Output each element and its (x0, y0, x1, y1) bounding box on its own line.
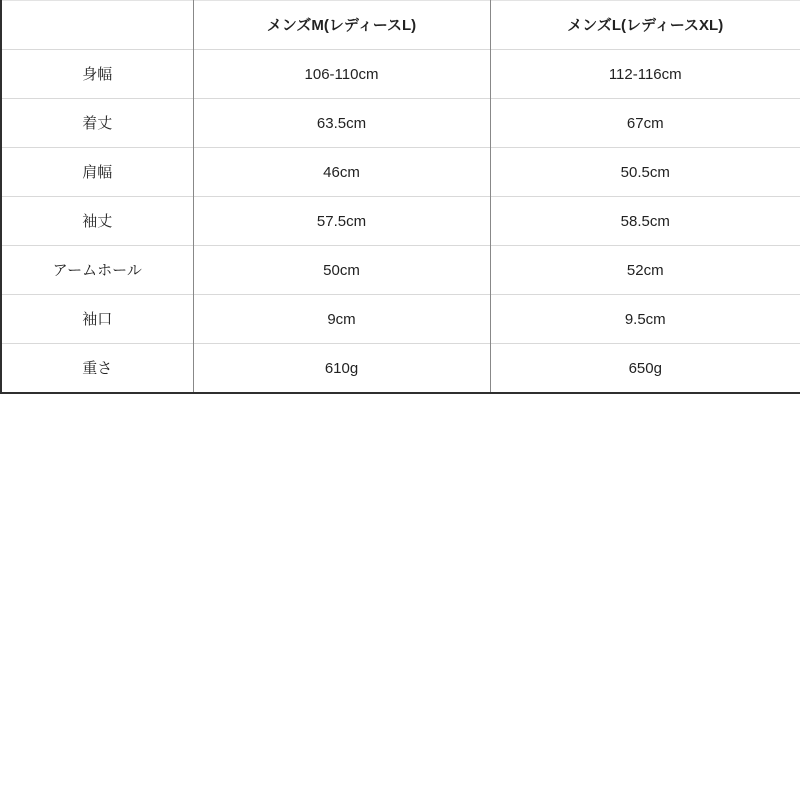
row-label: 袖口 (1, 295, 193, 344)
row-label: 身幅 (1, 50, 193, 99)
header-cell-empty (1, 1, 193, 50)
row-label: 袖丈 (1, 197, 193, 246)
size-value: 46cm (193, 148, 490, 197)
size-chart-table (0, 0, 800, 394)
size-value: 50cm (193, 246, 490, 295)
header-cell-mens-l: メンズL(レディースXL) (490, 1, 800, 50)
size-value: 106-110cm (193, 50, 490, 99)
size-value: 112-116cm (490, 50, 800, 99)
size-value: 9.5cm (490, 295, 800, 344)
table-row (1, 99, 800, 148)
size-value: 610g (193, 344, 490, 394)
size-value: 9cm (193, 295, 490, 344)
table-row (1, 295, 800, 344)
size-value: 63.5cm (193, 99, 490, 148)
size-value: 57.5cm (193, 197, 490, 246)
size-value: 50.5cm (490, 148, 800, 197)
table-row (1, 50, 800, 99)
row-label: 重さ (1, 344, 193, 394)
table-row (1, 148, 800, 197)
size-value: 650g (490, 344, 800, 394)
size-value: 52cm (490, 246, 800, 295)
row-label: 着丈 (1, 99, 193, 148)
table-header-row (1, 1, 800, 50)
size-value: 67cm (490, 99, 800, 148)
row-label: 肩幅 (1, 148, 193, 197)
table-row (1, 344, 800, 394)
table-row (1, 246, 800, 295)
header-cell-mens-m: メンズM(レディースL) (193, 1, 490, 50)
size-value: 58.5cm (490, 197, 800, 246)
table-row (1, 197, 800, 246)
row-label: アームホール (1, 246, 193, 295)
